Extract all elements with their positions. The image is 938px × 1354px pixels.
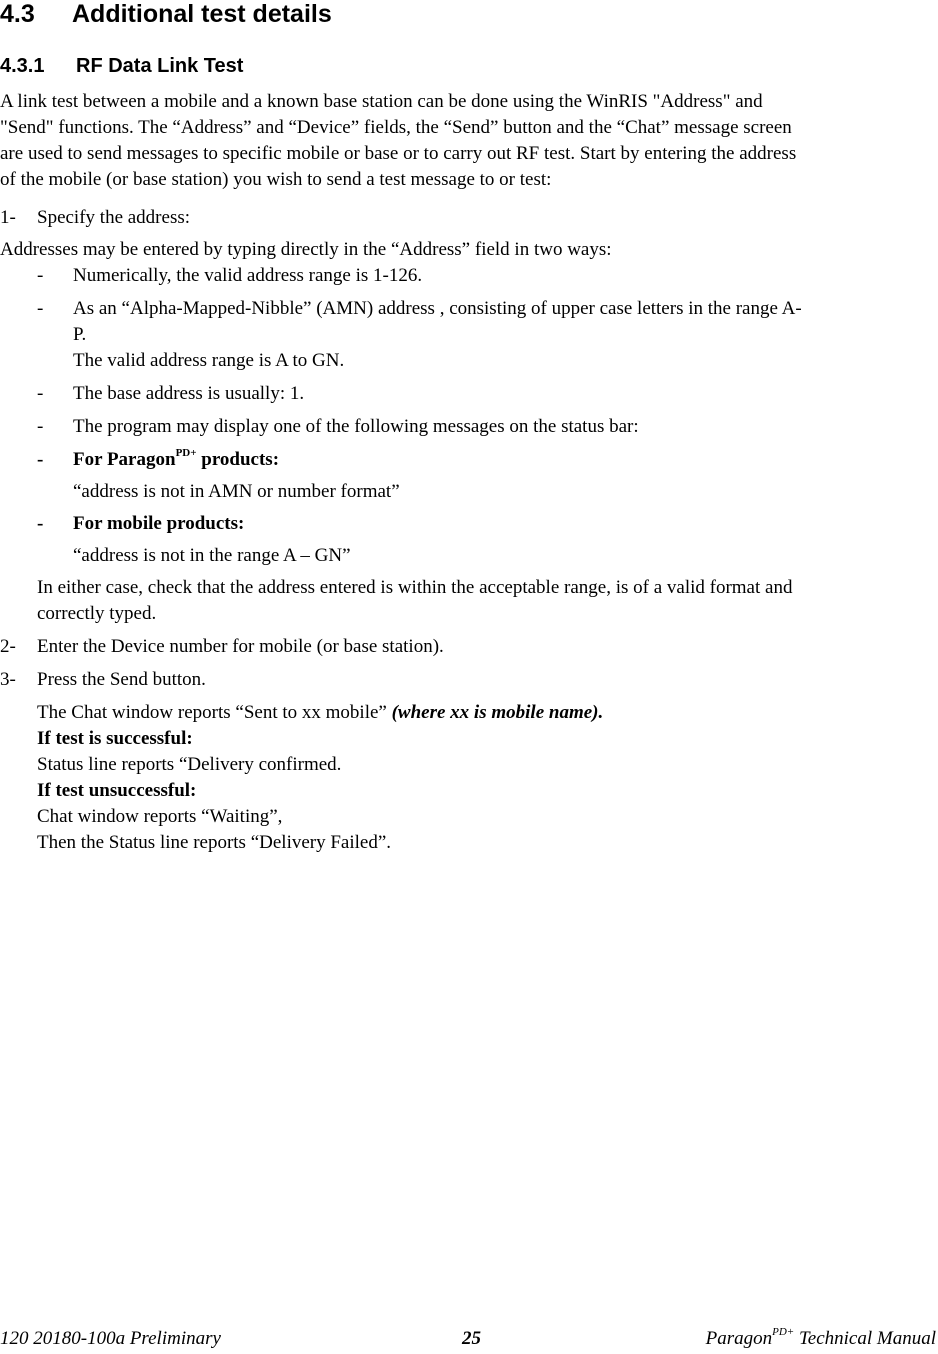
bullet-dash: - [37, 513, 44, 534]
addresses-intro: Addresses may be entered by typing directly in the “Address” field in two ways: [0, 239, 612, 260]
fail-heading: If test unsuccessful: [37, 780, 197, 801]
section-number: 4.3 [0, 0, 35, 28]
bullet-dash: - [37, 383, 44, 404]
bullet-dash: - [37, 416, 44, 437]
bullet-status-bar: The program may display one of the following messages on the status bar: [73, 416, 639, 437]
paragon-message: “address is not in AMN or number format” [73, 481, 400, 502]
footer-page-number: 25 [462, 1328, 481, 1349]
step-1-number: 1- [0, 207, 16, 228]
bullet-base-address: The base address is usually: 1. [73, 383, 305, 404]
fail-text-1: Chat window reports “Waiting”, [37, 806, 283, 827]
subsection-number: 4.3.1 [0, 55, 45, 77]
either-case-line-1: In either case, check that the address entered is within the acceptable range, is of a valid format and [37, 577, 793, 598]
paragon-suffix: products: [196, 449, 280, 470]
intro-line-4: of the mobile (or base station) you wish to send a test message to or test: [0, 169, 552, 190]
chat-report-text: The Chat window reports “Sent to xx mobile” [37, 702, 392, 723]
bullet-amn-line-1: As an “Alpha-Mapped-Nibble” (AMN) address , consisting of upper case letters in the range A- [73, 298, 802, 319]
intro-line-3: are used to send messages to specific mobile or base or to carry out RF test. Start by entering the address [0, 143, 797, 164]
subsection-title: RF Data Link Test [76, 55, 244, 77]
bullet-dash: - [37, 449, 44, 470]
step-2-number: 2- [0, 636, 16, 657]
section-heading [0, 0, 332, 29]
paragon-superscript: PD+ [175, 447, 197, 459]
bullet-dash: - [37, 265, 44, 286]
step-1-text: Specify the address: [37, 207, 191, 228]
footer-manual-title [706, 1328, 936, 1350]
footer-manual: Technical Manual [794, 1328, 936, 1349]
success-text: Status line reports “Delivery confirmed. [37, 754, 342, 775]
intro-line-1: A link test between a mobile and a known base station can be done using the WinRIS "Address" and [0, 91, 763, 112]
either-case-line-2: correctly typed. [37, 603, 157, 624]
step-3-number: 3- [0, 669, 16, 690]
section-title: Additional test details [72, 0, 332, 28]
fail-text-2: Then the Status line reports “Delivery Failed”. [37, 832, 392, 853]
chat-report [37, 700, 603, 726]
mobile-message: “address is not in the range A – GN” [73, 545, 351, 566]
footer-product: Paragon [705, 1328, 773, 1349]
bullet-amn-line-3: The valid address range is A to GN. [73, 350, 345, 371]
mobile-products-label: For mobile products: [73, 513, 245, 534]
footer-doc-ref: 120 20180-100a Preliminary [0, 1328, 221, 1349]
bullet-numeric: Numerically, the valid address range is 1-126. [73, 265, 423, 286]
chat-report-note: (where xx is mobile name). [391, 702, 604, 723]
intro-line-2: "Send" functions. The “Address” and “Device” fields, the “Send” button and the “Chat” message screen [0, 117, 792, 138]
paragon-prefix: For Paragon [73, 449, 176, 470]
bullet-dash: - [37, 298, 44, 319]
step-2-text: Enter the Device number for mobile (or base station). [37, 636, 444, 657]
paragon-products-label [73, 447, 279, 475]
footer-product-superscript: PD+ [772, 1326, 795, 1338]
bullet-amn-line-2: P. [73, 324, 87, 345]
subsection-heading [0, 55, 243, 78]
success-heading: If test is successful: [37, 728, 193, 749]
step-3-text: Press the Send button. [37, 669, 206, 690]
